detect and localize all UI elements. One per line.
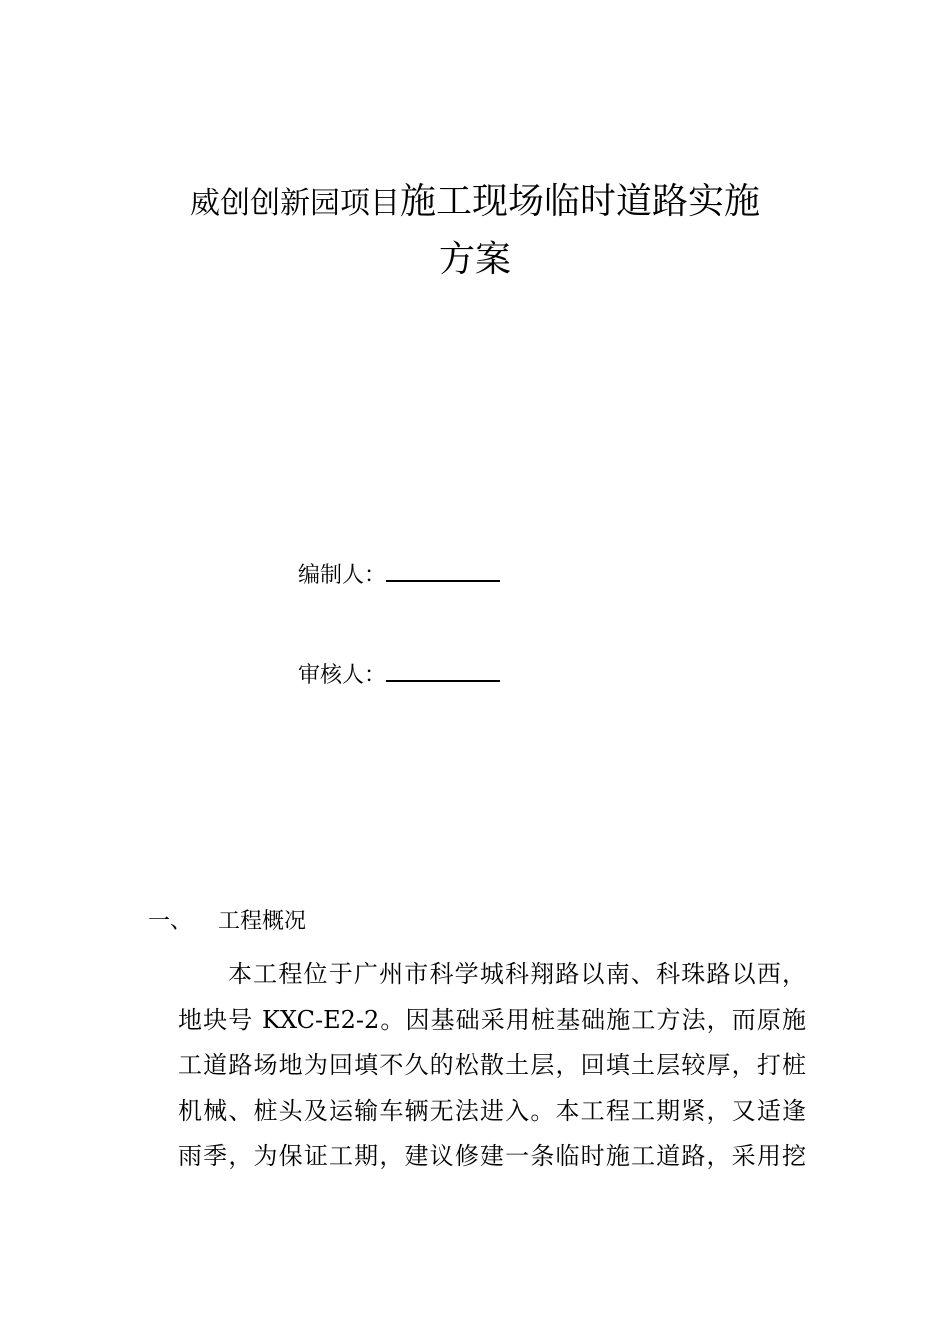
compiler-signature-blank — [386, 558, 500, 582]
title-line-2: 方案 — [438, 239, 511, 280]
section-title: 工程概况 — [218, 909, 307, 934]
compiler-label: 编制人： — [298, 563, 387, 588]
body-line: 地块号 KXC-E2-2。因基础采用桩基础施工方法，而原施 — [178, 1005, 806, 1034]
title-project-name: 威创创新园项目 — [189, 186, 400, 221]
section-body — [178, 952, 806, 1180]
section-number: 一、 — [148, 909, 193, 934]
document-title — [0, 176, 950, 286]
compiler-signature-row — [298, 558, 500, 592]
section-heading — [148, 906, 306, 938]
body-line: 工道路场地为回填不久的松散土层，回填土层较厚，打桩 — [178, 1051, 806, 1079]
reviewer-signature-blank — [386, 658, 500, 682]
reviewer-signature-row — [298, 658, 500, 692]
body-line: 机械、桩头及运输车辆无法进入。本工程工期紧，又适逢 — [178, 1096, 806, 1125]
title-subject: 施工现场临时道路实施 — [399, 181, 760, 222]
reviewer-label: 审核人： — [298, 663, 387, 688]
title-line-1 — [0, 176, 950, 234]
body-line: 雨季，为保证工期，建议修建一条临时施工道路，采用挖 — [178, 1142, 806, 1170]
body-line: 本工程位于广州市科学城科翔路以南、科珠路以西， — [228, 960, 806, 988]
